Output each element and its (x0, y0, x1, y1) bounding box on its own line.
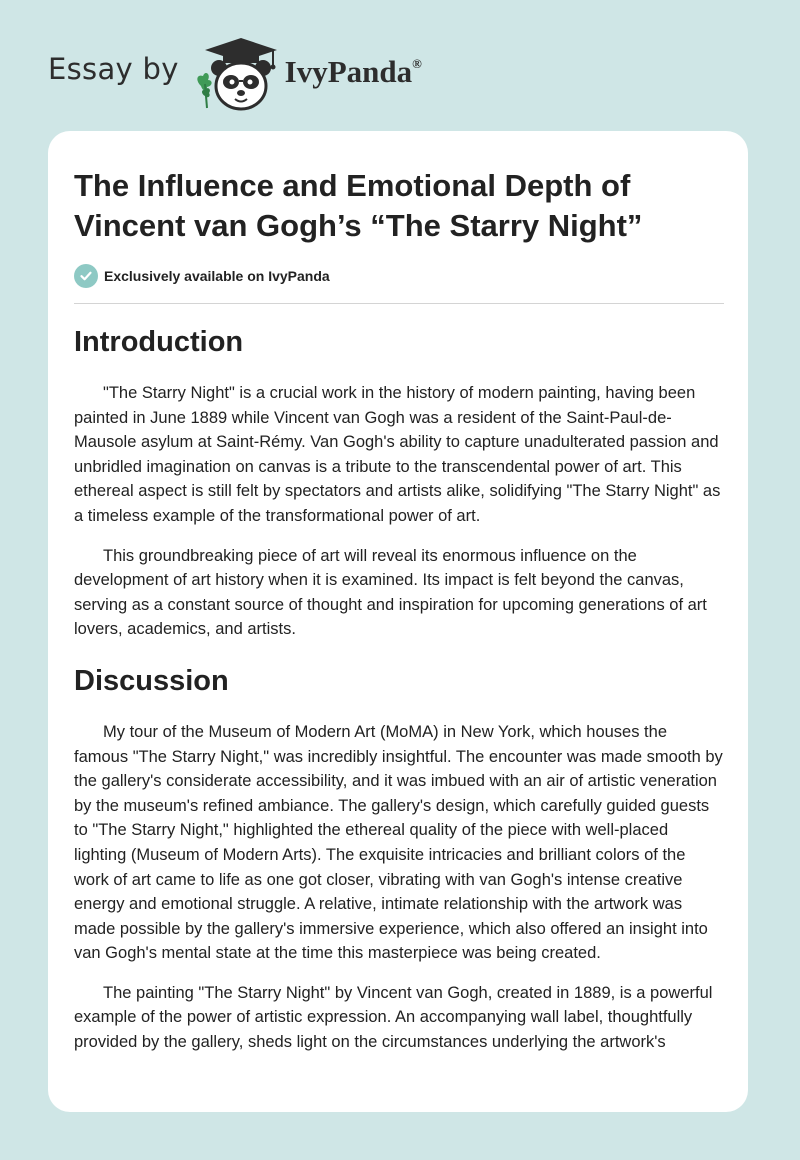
paragraph: "The Starry Night" is a crucial work in the history of modern painting, having been painted in June 1889 while Vincent van Gogh was a resident of the Saint-Paul-de-Mausole asylum at Saint-Rémy. Van Gogh's ability to capture unadulterated passion and unbridled imagination on canvas is a tribute to the transcendental power of art. This ethereal aspect is still felt by spectators and artists alike, solidifying "The Starry Night" as a timeless example of the transformational power of art. (74, 384, 721, 525)
essay-body (74, 324, 724, 1070)
paragraph: My tour of the Museum of Modern Art (MoMA) in New York, which houses the famous "The Starry Night," was incredibly insightful. The encounter was made smooth by the gallery's considerate accessibility, and it was imbued with an air of artistic veneration by the museum's refined ambiance. The gallery's design, which carefully guided guests to "The Starry Night," highlighted the ethereal quality of the piece with well-placed lighting (Museum of Modern Arts). The exquisite intricacies and brilliant colors of the work of art came to life as one got closer, vibrating with van Gogh's intense creative energy and emotional struggle. A relative, intimate relationship with the artwork was made possible by the gallery's immersive experience, which also offered an insight into van Gogh's mental state at the time this masterpiece was being created. (74, 722, 723, 963)
essay-title: The Influence and Emotional Depth of Vincent van Gogh’s “The Starry Night” (74, 168, 643, 243)
panda-graduate-icon (193, 34, 279, 114)
essay-card (48, 131, 748, 1112)
brand-prefix: Essay by (48, 52, 179, 86)
paragraph: The painting "The Starry Night" by Vincent van Gogh, created in 1889, is a powerful example of the power of artistic expression. An accompanying wall label, thoughtfully provided by the gallery, sheds light on the circumstances underlying the artwork's (74, 983, 713, 1052)
section-heading-introduction: Introduction (74, 326, 244, 358)
badge-text: Exclusively available on IvyPanda (104, 268, 330, 284)
brand-name: IvyPanda® (284, 54, 422, 89)
divider (74, 303, 724, 304)
exclusive-badge (74, 262, 330, 290)
section-heading-discussion: Discussion (74, 664, 229, 697)
check-icon (74, 264, 98, 288)
paragraph: This groundbreaking piece of art will reveal its enormous influence on the development of art history when it is examined. Its impact is felt beyond the canvas, serving as a constant source of thought and inspiration for upcoming generations of art lovers, academics, and artists. (74, 546, 707, 639)
site-header-brand[interactable] (48, 34, 422, 114)
